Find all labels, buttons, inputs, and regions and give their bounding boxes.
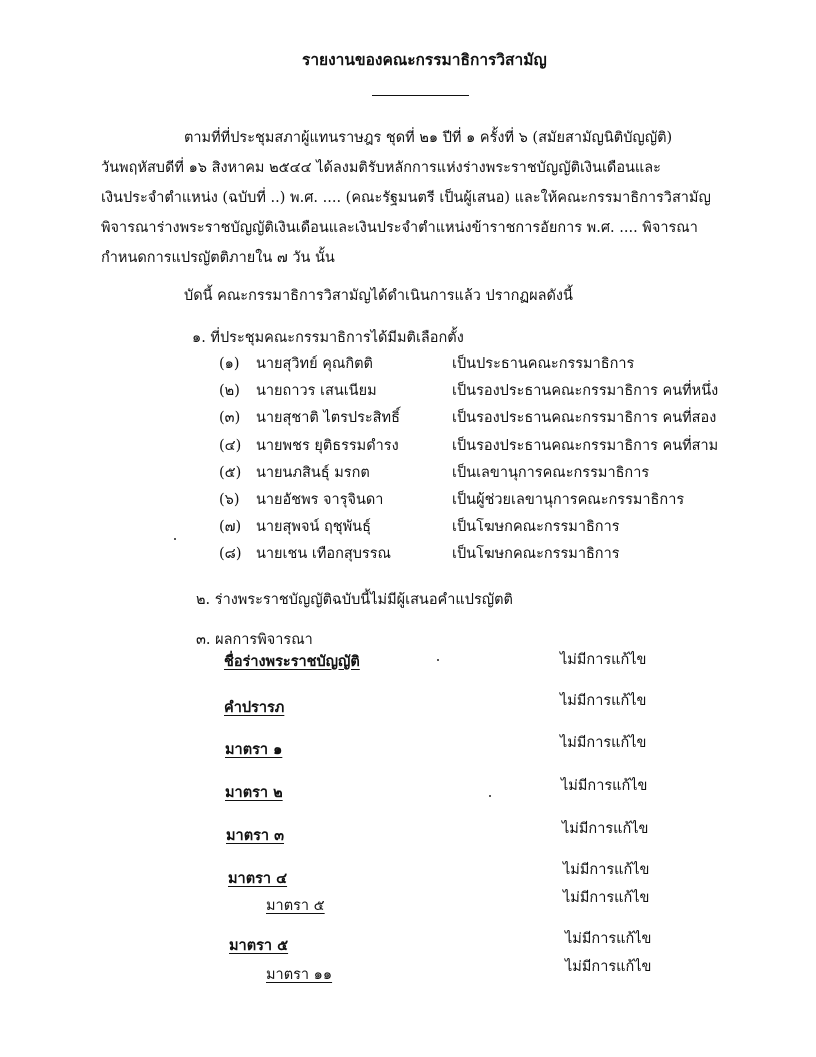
member-name: นายสุวิทย์ คุณกิตติ (256, 356, 373, 372)
result-label: มาตรา ๒ (225, 784, 283, 801)
member-role: เป็นรองประธานคณะกรรมาธิการ คนที่หนึ่ง (452, 383, 719, 399)
result-status: ไม่มีการแก้ไข (565, 931, 652, 947)
result-status: ไม่มีการแก้ไข (562, 821, 649, 837)
results-intro: บัดนี้ คณะกรรมาธิการวิสามัญได้ดำเนินการแล้ว ปรากฏผลดังนี้ (184, 288, 573, 304)
member-number: (๓) (219, 410, 241, 426)
result-status: ไม่มีการแก้ไข (563, 862, 650, 878)
result-label: มาตรา ๔ (228, 870, 288, 887)
intro-line-2: วันพฤหัสบดีที่ ๑๖ สิงหาคม ๒๕๔๔ ได้ลงมติรับหลักการแห่งร่างพระราชบัญญัติเงินเดือนและ (101, 160, 661, 176)
title-underline-rule (372, 95, 469, 96)
document-title: รายงานของคณะกรรมาธิการวิสามัญ (302, 50, 547, 69)
section-2-heading: ๒. ร่างพระราชบัญญัติฉบับนี้ไม่มีผู้เสนอคำแปรญัตติ (196, 592, 513, 608)
member-number: (๑) (219, 356, 240, 372)
member-name: นายถาวร เสนเนียม (256, 383, 377, 399)
result-label: มาตรา ๕ (266, 898, 325, 914)
member-number: (๗) (219, 519, 242, 535)
result-status: ไม่มีการแก้ไข (561, 778, 648, 794)
member-name: นายเชน เทือกสุบรรณ (256, 546, 391, 562)
intro-line-3: เงินประจำตำแหน่ง (ฉบับที่ ..) พ.ศ. .... (คณะรัฐมนตรี เป็นผู้เสนอ) และให้คณะกรรมาธิการวิสามัญ (101, 190, 711, 206)
scan-speck (489, 795, 491, 797)
intro-line-1: ตามที่ที่ประชุมสภาผู้แทนราษฎร ชุดที่ ๒๑ ปีที่ ๑ ครั้งที่ ๖ (สมัยสามัญนิติบัญญัติ) (184, 130, 673, 146)
scan-speck (437, 659, 439, 661)
member-role: เป็นรองประธานคณะกรรมาธิการ คนที่สาม (452, 438, 719, 454)
member-name: นายสุพจน์ ฤชุพันธุ์ (256, 519, 371, 535)
member-name: นายสุชาติ ไตรประสิทธิ์ (256, 410, 400, 426)
result-status: ไม่มีการแก้ไข (565, 959, 652, 975)
result-label: ชื่อร่างพระราชบัญญัติ (224, 653, 360, 670)
member-role: เป็นโฆษกคณะกรรมาธิการ (452, 519, 620, 535)
member-role: เป็นผู้ช่วยเลขานุการคณะกรรมาธิการ (452, 492, 685, 508)
intro-line-4: พิจารณาร่างพระราชบัญญัติเงินเดือนและเงินประจำตำแหน่งข้าราชการอัยการ พ.ศ. .... พิจารณา (101, 220, 698, 236)
section-3-heading: ๓. ผลการพิจารณา (196, 632, 313, 648)
result-label: มาตรา ๑ (225, 741, 283, 758)
result-label: มาตรา ๓ (226, 827, 285, 844)
result-label: มาตรา ๑๑ (266, 967, 333, 983)
member-name: นายอัชพร จารุจินดา (256, 492, 384, 508)
intro-line-5: กำหนดการแปรญัตติภายใน ๗ วัน นั้น (101, 250, 335, 266)
member-number: (๒) (219, 383, 240, 399)
member-name: นายพชร ยุติธรรมดำรง (256, 438, 399, 454)
result-status: ไม่มีการแก้ไข (560, 735, 647, 751)
result-label: คำปรารภ (224, 699, 285, 716)
scan-speck (174, 538, 176, 540)
member-number: (๕) (219, 465, 242, 481)
member-role: เป็นรองประธานคณะกรรมาธิการ คนที่สอง (452, 410, 717, 426)
member-number: (๔) (219, 438, 242, 454)
result-status: ไม่มีการแก้ไข (560, 652, 647, 668)
section-1-heading: ๑. ที่ประชุมคณะกรรมาธิการได้มีมติเลือกตั้ง (192, 330, 464, 346)
member-role: เป็นโฆษกคณะกรรมาธิการ (452, 546, 620, 562)
result-status: ไม่มีการแก้ไข (560, 693, 647, 709)
member-name: นายนภสินธุ์ มรกต (256, 465, 370, 481)
member-number: (๖) (219, 492, 240, 508)
member-role: เป็นประธานคณะกรรมาธิการ (452, 356, 635, 372)
result-status: ไม่มีการแก้ไข (563, 890, 650, 906)
member-role: เป็นเลขานุการคณะกรรมาธิการ (452, 465, 650, 481)
member-number: (๘) (219, 546, 242, 562)
result-label: มาตรา ๕ (229, 937, 289, 954)
